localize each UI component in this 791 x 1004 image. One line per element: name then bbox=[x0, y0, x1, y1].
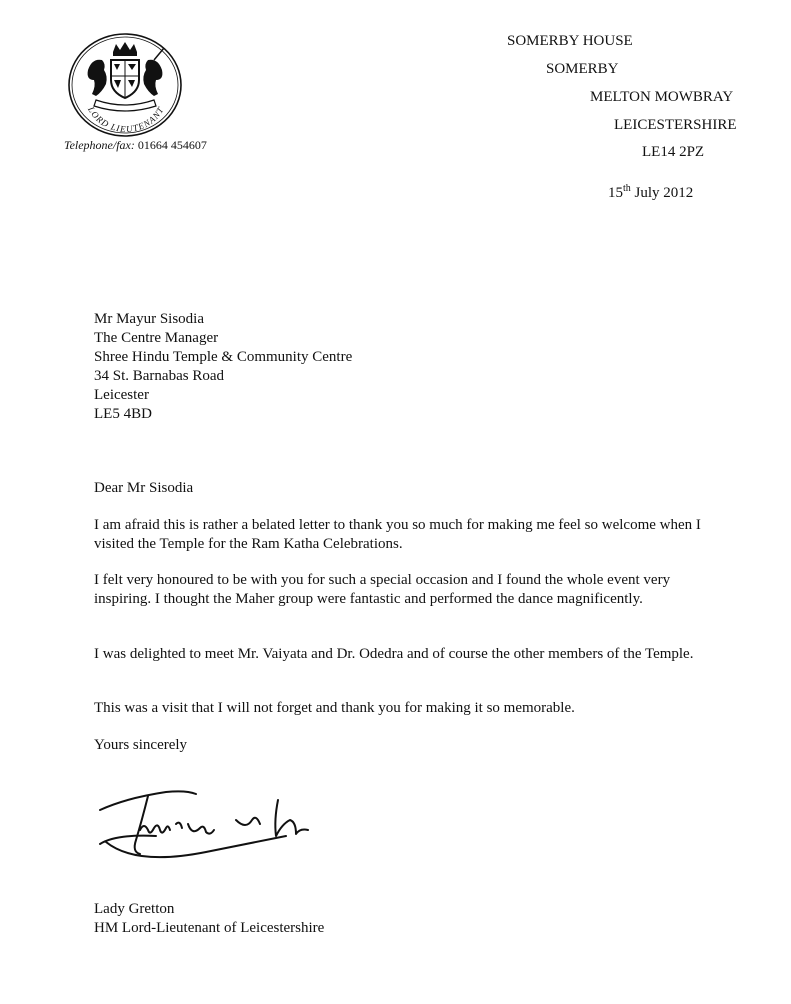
recipient-name: Mr Mayur Sisodia bbox=[94, 311, 204, 327]
salutation: Dear Mr Sisodia bbox=[94, 480, 194, 496]
recipient-line-5: Leicester bbox=[94, 387, 149, 403]
handwritten-signature bbox=[96, 780, 326, 880]
body-paragraph-4: This was a visit that I will not forget and thank you for making it so memorable. bbox=[94, 700, 575, 716]
body-paragraph-3: I was delighted to meet Mr. Vaiyata and Dr. Odedra and of course the other members of the Temple. bbox=[94, 646, 694, 662]
address-line-3: MELTON MOWBRAY bbox=[590, 89, 734, 105]
address-line-1: SOMERBY HOUSE bbox=[507, 33, 633, 49]
crest-text: LORD LIEUTENANT bbox=[86, 104, 166, 135]
date-suffix: th bbox=[623, 183, 631, 194]
body-paragraph-2: I felt very honoured to be with you for such a special occasion and I found the whole event very inspiring. I thought the Maher group were fantastic and performed the dance magnificently. bbox=[94, 572, 671, 607]
body-paragraph-1: I am afraid this is rather a belated letter to thank you so much for making me feel so welcome when I visited the Temple for the Ram Katha Celebrations. bbox=[94, 517, 701, 552]
address-postcode: LE14 2PZ bbox=[642, 144, 705, 160]
recipient-line-4: 34 St. Barnabas Road bbox=[94, 368, 224, 384]
lord-lieutenant-crest-logo bbox=[66, 30, 184, 140]
telephone-label: Telephone/fax: bbox=[64, 138, 135, 152]
address-line-4: LEICESTERSHIRE bbox=[614, 117, 737, 133]
address-line-2: SOMERBY bbox=[546, 61, 619, 77]
closing: Yours sincerely bbox=[94, 737, 188, 753]
recipient-line-2: The Centre Manager bbox=[94, 330, 219, 346]
signatory-title: HM Lord-Lieutenant of Leicestershire bbox=[94, 920, 325, 936]
signatory-name: Lady Gretton bbox=[94, 901, 175, 917]
letter-date bbox=[608, 185, 693, 201]
date-day: 15 bbox=[608, 185, 623, 201]
recipient-postcode: LE5 4BD bbox=[94, 406, 152, 422]
telephone-line bbox=[64, 138, 207, 153]
recipient-line-3: Shree Hindu Temple & Community Centre bbox=[94, 349, 353, 365]
telephone-number: 01664 454607 bbox=[137, 138, 207, 152]
date-rest: July 2012 bbox=[634, 185, 694, 201]
